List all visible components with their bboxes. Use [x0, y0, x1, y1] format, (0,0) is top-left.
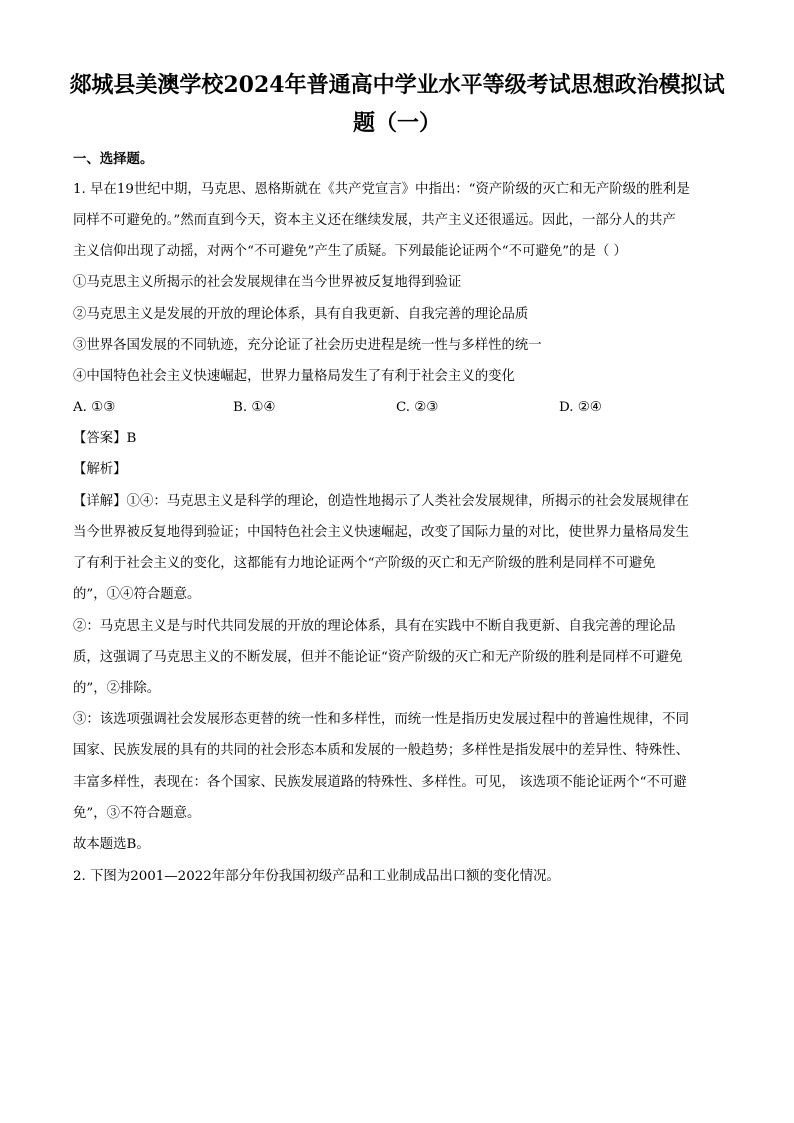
explanation-line: 的”，①④符合题意。: [73, 587, 201, 602]
question-1-statement: ①马克思主义所揭示的社会发展规律在当今世界被反复地得到验证: [73, 275, 462, 290]
question-1-analysis-label: 【解析】: [73, 462, 127, 477]
explanation-line: 的”，②排除。: [73, 681, 161, 696]
explanation-line: ③：该选项强调社会发展形态更替的统一性和多样性，而统一性是指历史发展过程中的普遍性规律，不同: [73, 712, 689, 727]
explanation-line: 免”，③不符合题意。: [73, 806, 201, 821]
question-1-option-a: A. ①③: [73, 400, 116, 415]
explanation-line: 国家、民族发展的具有的共同的社会形态本质和发展的一般趋势；多样性是指发展中的差异性、特殊性、: [73, 743, 689, 758]
document-title-line-1: 郯城县美澳学校2024年普通高中学业水平等级考试思想政治模拟试: [69, 72, 725, 98]
explanation-line: 当今世界被反复地得到验证；中国特色社会主义快速崛起，改变了国际力量的对比，使世界力量格局发生: [73, 525, 689, 540]
explanation-line: 丰富多样性，表现在：各个国家、民族发展道路的特殊性、多样性。可见， 该选项不能论证两个“不可避: [73, 775, 687, 790]
question-1-statement: ④中国特色社会主义快速崛起，世界力量格局发生了有利于社会主义的变化: [73, 369, 515, 384]
explanation-line: 了有利于社会主义的变化，这都能有力地论证两个“产阶级的灭亡和无产阶级的胜利是同样不可避免: [73, 556, 656, 571]
question-1-stem-line: 主义信仰出现了动摇，对两个“不可避免”产生了质疑。下列最能论证两个“不可避免”的是（ ）: [73, 244, 627, 259]
question-1-option-b: B. ①④: [233, 400, 276, 415]
question-1-option-d: D. ②④: [559, 400, 602, 415]
question-1-option-c: C. ②③: [396, 400, 439, 415]
question-2-stem: 2. 下图为2001—2022年部分年份我国初级产品和工业制成品出口额的变化情况。: [73, 869, 560, 884]
question-1-statement: ③世界各国发展的不同轨迹，充分论证了社会历史进程是统一性与多样性的统一: [73, 338, 542, 353]
explanation-line: ②：马克思主义是与时代共同发展的开放的理论体系，具有在实践中不断自我更新、自我完善的理论品: [73, 619, 676, 634]
explanation-line: 【详解】①④：马克思主义是科学的理论，创造性地揭示了人类社会发展规律，所揭示的社会发展规律在: [73, 494, 689, 509]
question-1-answer: 【答案】B: [73, 431, 137, 446]
question-1-statement: ②马克思主义是发展的开放的理论体系，具有自我更新、自我完善的理论品质: [73, 307, 529, 322]
question-1-stem-line: 1. 早在19世纪中期，马克思、恩格斯就在《共产党宣言》中指出：“资产阶级的灭亡和无产阶级的胜利是: [73, 182, 690, 197]
question-1-stem-line: 同样不可避免的。”然而直到今天，资本主义还在继续发展，共产主义还很遥远。因此，一部分人的共产: [73, 213, 676, 228]
document-title-line-2: 题（一）: [352, 110, 441, 136]
explanation-line: 故本题选B。: [73, 837, 150, 852]
explanation-line: 质，这强调了马克思主义的不断发展，但并不能论证“资产阶级的灭亡和无产阶级的胜利是同样不可避免: [73, 650, 683, 665]
section-heading: 一、选择题。: [73, 151, 154, 167]
